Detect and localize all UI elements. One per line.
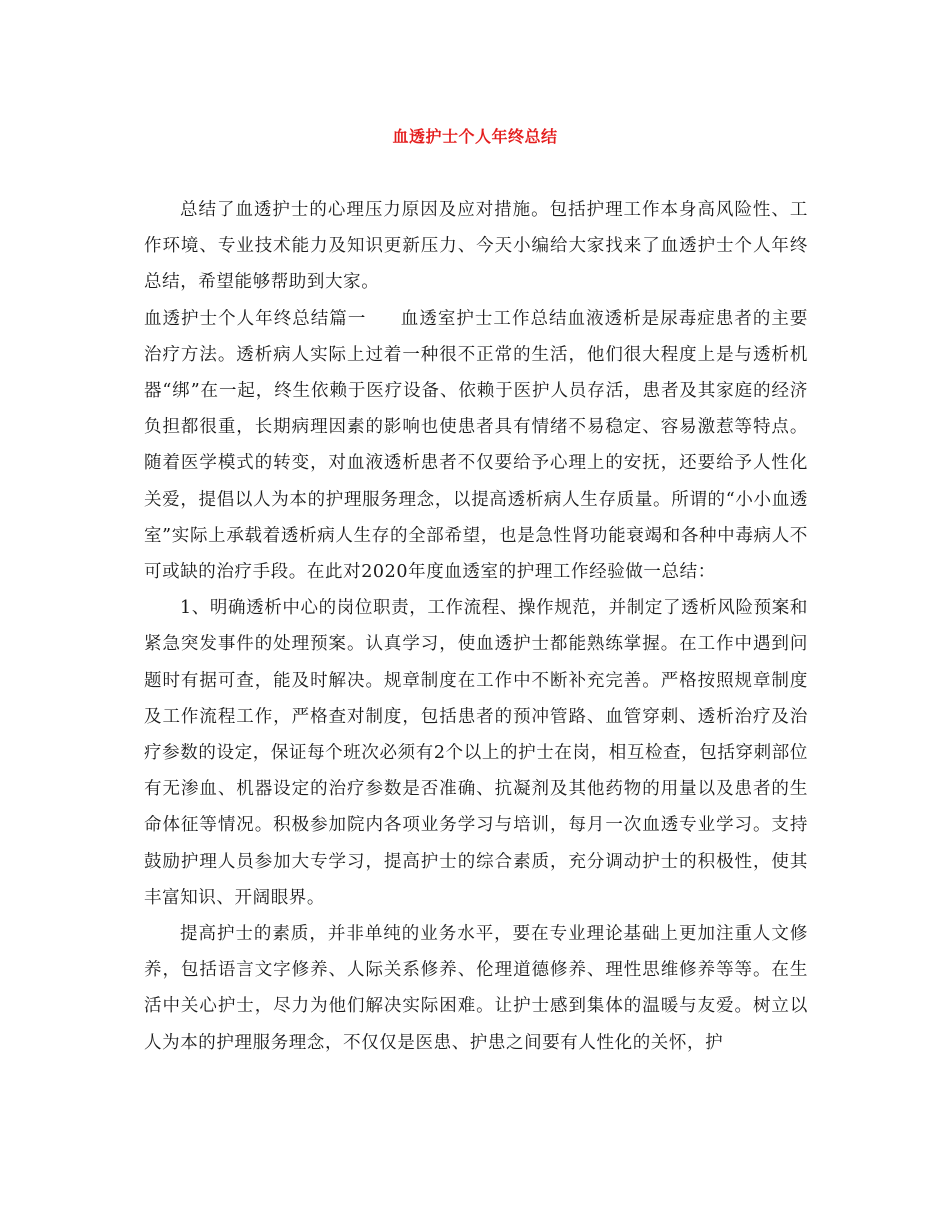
- point-1-paragraph: 1、明确透析中心的岗位职责，工作流程、操作规范，并制定了透析风险预案和紧急突发事件的处理预案。认真学习，使血透护士都能熟练掌握。在工作中遇到问题时有据可查，能及时解决。规章制度在工作中不断补充完善。严格按照规章制度及工作流程工作，严格查对制度，包括患者的预冲管路、血管穿刺、透析治疗及治疗参数的设定，保证每个班次必须有2个以上的护士在岗，相互检查，包括穿刺部位有无渗血、机器设定的治疗参数是否准确、抗凝剂及其他药物的用量以及患者的生命体征等情况。积极参加院内各项业务学习与培训，每月一次血透专业学习。支持鼓励护理人员参加大专学习，提高护士的综合素质，充分调动护士的积极性，使其丰富知识、开阔眼界。: [144, 598, 808, 908]
- section-paragraph: [144, 301, 808, 591]
- section-heading: 血透护士个人年终总结篇一: [144, 308, 367, 329]
- intro-paragraph: 总结了血透护士的心理压力原因及应对措施。包括护理工作本身高风险性、工作环境、专业技术能力及知识更新压力、今天小编给大家找来了血透护士个人年终总结，希望能够帮助到大家。: [144, 200, 808, 293]
- document-body: [144, 192, 808, 1061]
- document-title: 血透护士个人年终总结: [392, 127, 558, 146]
- point-2-paragraph: 提高护士的素质，并非单纯的业务水平，要在专业理论基础上更加注重人文修养，包括语言文字修养、人际关系修养、伦理道德修养、理性思维修养等等。在生活中关心护士，尽力为他们解决实际困难。让护士感到集体的温暖与友爱。树立以人为本的护理服务理念，不仅仅是医患、护患之间要有人性化的关怀，护: [144, 924, 808, 1053]
- section-body: 血透室护士工作总结血液透析是尿毒症患者的主要治疗方法。透析病人实际上过着一种很不正常的生活，他们很大程度上是与透析机器“绑”在一起，终生依赖于医疗设备、依赖于医护人员存活，患者及其家庭的经济负担都很重，长期病理因素的影响也使患者具有情绪不易稳定、容易激惹等特点。随着医学模式的转变，对血液透析患者不仅要给予心理上的安抚，还要给予人性化关爱，提倡以人为本的护理服务理念，以提高透析病人生存质量。所谓的“小小血透室”实际上承载着透析病人生存的全部希望，也是急性肾功能衰竭和各种中毒病人不可或缺的治疗手段。在此对2020年度血透室的护理工作经验做一总结：: [144, 308, 809, 583]
